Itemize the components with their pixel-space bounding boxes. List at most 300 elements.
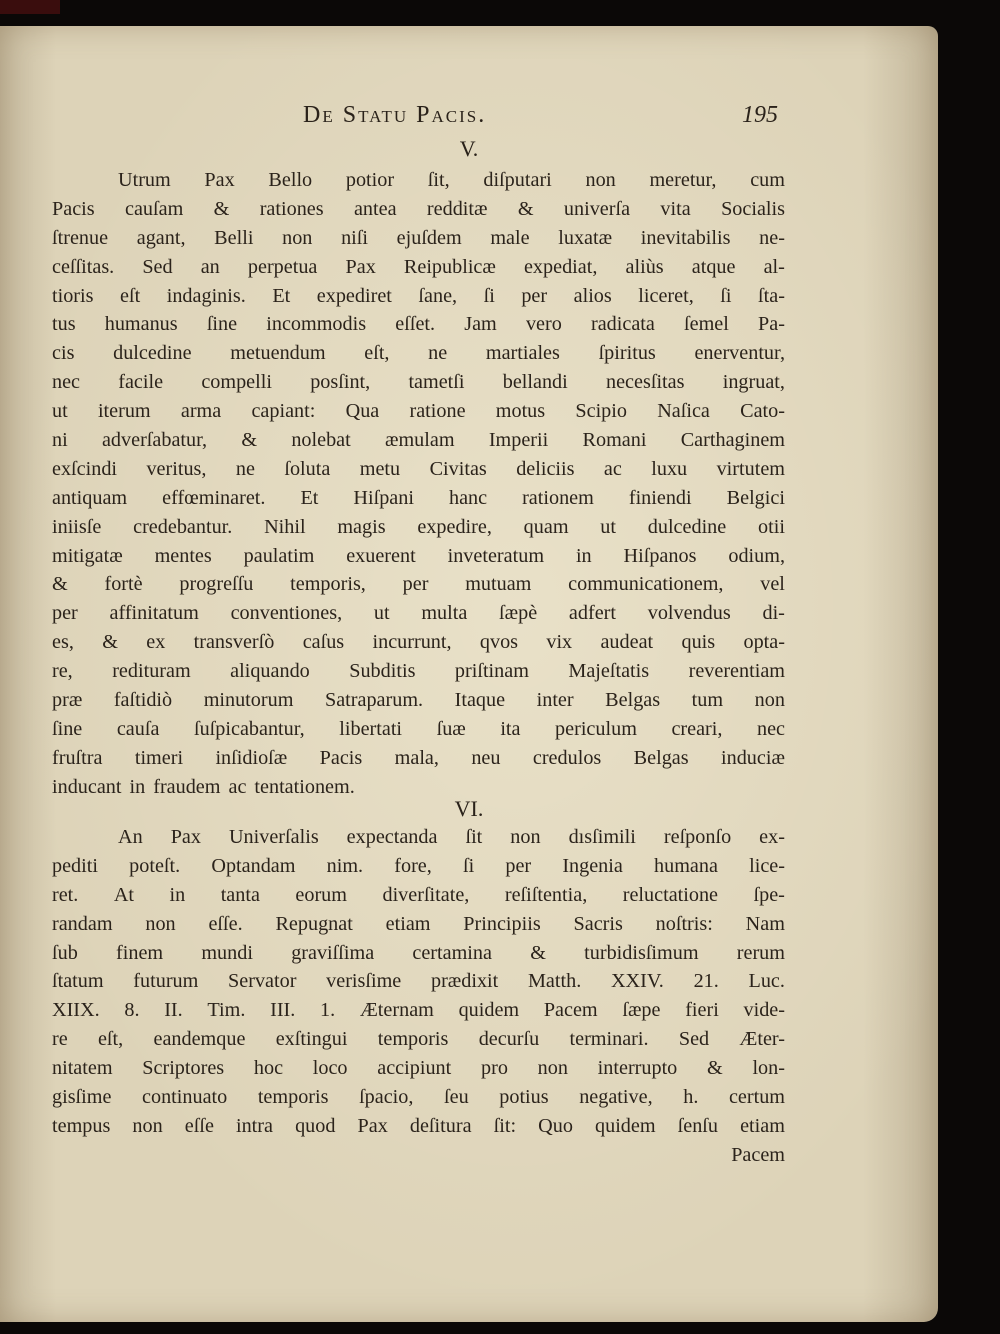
word: ret. <box>52 883 79 906</box>
word: continuato <box>142 1086 228 1109</box>
word: mitigatæ <box>52 544 123 567</box>
word: & <box>213 197 230 220</box>
word: eſt <box>120 284 141 307</box>
word: Repugnat <box>275 912 353 935</box>
word: dulcedine <box>647 515 727 538</box>
word: dulcedine <box>113 342 192 365</box>
word: in <box>169 883 186 906</box>
word: Belgas <box>633 746 689 769</box>
word: tioris <box>52 284 94 307</box>
word: Quo <box>538 1114 573 1137</box>
word: vita <box>660 197 691 220</box>
word: opta- <box>743 631 785 654</box>
word: aliquando <box>230 660 310 683</box>
word: perpetua <box>247 255 318 278</box>
word: randam <box>52 912 113 935</box>
word: nim. <box>326 854 364 877</box>
word: univerſa <box>563 197 631 220</box>
word: ceſſitas. <box>52 255 115 278</box>
text-line <box>52 628 785 657</box>
word: & <box>241 429 258 452</box>
word: incommodis <box>266 313 367 336</box>
word: iniisſe <box>52 515 102 538</box>
word: alios <box>573 284 612 307</box>
word: bellandi <box>502 371 568 394</box>
word: eſſe <box>184 1114 214 1137</box>
text-line <box>52 1112 785 1141</box>
word: terminari. <box>569 1028 649 1051</box>
word: caſus <box>302 631 345 654</box>
word: tum <box>691 689 724 712</box>
text-line <box>52 996 785 1025</box>
word: Univerſalis <box>228 826 319 848</box>
word: tanta <box>220 883 260 906</box>
word: eorum <box>295 883 347 906</box>
word: conventiones, <box>230 602 343 625</box>
word: ita <box>500 717 521 740</box>
word: Pax <box>170 826 201 848</box>
text-line <box>52 426 785 455</box>
binding-edge-mark <box>0 0 60 14</box>
word: Servator <box>228 970 297 993</box>
text-line <box>52 967 785 996</box>
word: Reipublicæ <box>403 255 496 278</box>
word: fieri <box>685 999 719 1022</box>
word: cis <box>52 342 75 365</box>
word: etiam <box>385 912 431 935</box>
word: re, <box>52 660 73 683</box>
word: temporis, <box>290 573 366 596</box>
word: Ingenia <box>562 854 623 877</box>
word: prædixit <box>430 970 499 993</box>
text-line <box>52 1083 785 1112</box>
word: interrupto <box>597 1057 678 1080</box>
word: periculum <box>555 717 637 740</box>
text-line <box>52 1025 785 1054</box>
word: mentes <box>154 544 212 567</box>
word: hanc <box>448 486 488 509</box>
word: h. <box>683 1086 699 1109</box>
word: multa <box>421 602 468 625</box>
text-line <box>52 310 785 339</box>
word: effœminaret. <box>162 486 266 509</box>
word: loco <box>312 1057 348 1080</box>
word: Tim. <box>207 999 246 1022</box>
text-line <box>52 513 785 542</box>
word: eſt, <box>364 342 390 365</box>
word: odium, <box>728 544 785 567</box>
word: antea <box>353 197 397 220</box>
word: minutorum <box>203 689 294 712</box>
word: non <box>145 912 176 935</box>
word: magis <box>337 515 386 538</box>
word: ne <box>235 457 255 480</box>
word: volvendus <box>647 602 731 625</box>
word: otii <box>758 515 785 538</box>
word: libertati <box>339 717 403 740</box>
word: XXIV. <box>610 970 664 993</box>
word: tametſi <box>408 371 465 394</box>
word: non <box>585 169 616 191</box>
word: Pa- <box>758 313 785 336</box>
word: An <box>118 826 143 848</box>
word: mala, <box>394 746 439 769</box>
word: lice- <box>749 854 785 877</box>
word: potior <box>345 169 395 191</box>
word: veritus, <box>146 457 207 480</box>
word: Naſica <box>657 400 710 423</box>
word: martiales <box>485 342 560 365</box>
word: ſit, <box>427 169 450 191</box>
word: inducant <box>52 775 122 798</box>
word: Sacris <box>573 912 623 935</box>
word: male <box>490 226 530 249</box>
word: reſponſo <box>663 826 732 848</box>
word: induciæ <box>721 746 785 769</box>
word: fraudem <box>153 775 221 798</box>
word: ſi <box>462 854 475 877</box>
word: per <box>52 602 78 625</box>
word: Socialis <box>721 197 785 220</box>
word: futurum <box>133 970 199 993</box>
word: etiam <box>740 1114 785 1137</box>
word: per <box>521 284 548 307</box>
word: ſuæ <box>436 717 466 740</box>
word: enerventur, <box>694 342 785 365</box>
word: nolebat <box>291 429 351 452</box>
word: Sed <box>678 1028 710 1051</box>
word: lon- <box>752 1057 785 1080</box>
word: Pacem <box>543 999 598 1022</box>
word: agant, <box>136 226 186 249</box>
word: præ <box>52 689 83 712</box>
word: ut <box>600 515 616 538</box>
word: eſt, <box>97 1028 124 1051</box>
word: non <box>754 689 785 712</box>
word: potius <box>499 1086 549 1109</box>
word: nitatem <box>52 1057 113 1080</box>
word: necesſitas <box>606 371 685 394</box>
text-line <box>52 1054 785 1083</box>
word: Majeſtatis <box>568 660 650 683</box>
word: negative, <box>579 1086 653 1109</box>
word: meretur, <box>649 169 717 191</box>
word: ſit <box>465 826 483 848</box>
text-line <box>52 253 785 282</box>
text-line <box>52 657 785 686</box>
word: finiendi <box>628 486 692 509</box>
word: communicationem, <box>568 573 724 596</box>
word: Et <box>300 486 319 509</box>
page-number: 195 <box>742 102 778 128</box>
word: redditæ <box>426 197 488 220</box>
word: humanus <box>104 313 178 336</box>
word: deliciis <box>516 457 575 480</box>
word: Imperii <box>488 429 549 452</box>
word: ſit: <box>493 1114 517 1137</box>
word: ac <box>603 457 622 480</box>
word: vel <box>760 573 785 596</box>
word: creari, <box>671 717 723 740</box>
word: Hiſpanos <box>623 544 697 567</box>
word: cauſam <box>124 197 184 220</box>
text-line <box>52 455 785 484</box>
word: ſpacio, <box>359 1086 414 1109</box>
text-line <box>52 715 785 744</box>
word: inevitabilis <box>640 226 731 249</box>
word: Civitas <box>429 457 487 480</box>
word: Carthaginem <box>680 429 785 452</box>
word: ſæpe <box>622 999 661 1022</box>
text-line <box>52 542 785 571</box>
word: audeat <box>600 631 654 654</box>
word: Hiſpani <box>353 486 414 509</box>
word: Scipio <box>575 400 627 423</box>
word: cum <box>750 169 785 191</box>
word: faſtidiò <box>113 689 173 712</box>
word: virtutem <box>716 457 785 480</box>
word: quidem <box>458 999 520 1022</box>
word: Itaque <box>454 689 506 712</box>
word: tempus <box>52 1114 111 1137</box>
word: temporis <box>257 1086 329 1109</box>
word: expediret <box>316 284 392 307</box>
text-line <box>52 224 785 253</box>
word: Æter- <box>739 1028 785 1051</box>
word: ſpe- <box>753 883 785 906</box>
word: ſuſpicabantur, <box>193 717 305 740</box>
word: Utrum <box>118 169 171 191</box>
word: quod <box>295 1114 336 1137</box>
word: liceret, <box>638 284 694 307</box>
word: rerum <box>736 941 785 964</box>
text-line <box>52 823 785 852</box>
catchword-line <box>52 1141 785 1170</box>
word: ſpiritus <box>598 342 656 365</box>
word: 21. <box>693 970 719 993</box>
text-line <box>52 339 785 368</box>
word: priſtinam <box>454 660 529 683</box>
word: Pax <box>357 1114 388 1137</box>
word: tentationem. <box>254 775 355 798</box>
word: incurrunt, <box>372 631 452 654</box>
word: Optandam <box>211 854 296 877</box>
word: non <box>282 226 313 249</box>
word: pro <box>481 1057 508 1080</box>
word: Belgas <box>605 689 661 712</box>
word: adfert <box>568 602 616 625</box>
word: metuendum <box>230 342 326 365</box>
word: Pacis <box>52 197 95 220</box>
word: credebantur. <box>133 515 233 538</box>
word: atque <box>691 255 736 278</box>
word: eſſet. <box>395 313 436 336</box>
word: Pax <box>345 255 376 278</box>
word: expediat, <box>523 255 598 278</box>
word: in <box>575 544 592 567</box>
word: exſtingui <box>275 1028 348 1051</box>
word: ratione <box>409 400 466 423</box>
word: æmulam <box>385 429 455 452</box>
word: expedire, <box>417 515 492 538</box>
text-line <box>52 484 785 513</box>
word: luxu <box>651 457 688 480</box>
word: ni <box>52 429 68 452</box>
word: in <box>129 775 146 798</box>
word: diſputari <box>483 169 552 191</box>
word: facile <box>118 371 164 394</box>
section-heading-vi: VI. <box>454 796 484 821</box>
word: ne- <box>759 226 785 249</box>
word: fortè <box>104 573 143 596</box>
word: dısſimili <box>568 826 636 848</box>
word: eandemque <box>153 1028 246 1051</box>
word: vide- <box>743 999 785 1022</box>
word: Luc. <box>748 970 785 993</box>
word: an <box>200 255 220 278</box>
word: niſi <box>341 226 368 249</box>
word: 8. <box>124 999 140 1022</box>
word: XIIX. <box>52 999 100 1022</box>
word: ſine <box>206 313 238 336</box>
word: intra <box>235 1114 273 1137</box>
word: II. <box>164 999 183 1022</box>
word: Scriptores <box>142 1057 225 1080</box>
word: nec <box>52 371 81 394</box>
word: nec <box>756 717 785 740</box>
text-line <box>52 397 785 426</box>
word: Pacis <box>319 746 363 769</box>
word: ſæpè <box>499 602 538 625</box>
word: ut <box>373 602 390 625</box>
word: & <box>707 1057 723 1080</box>
word: ſub <box>52 941 78 964</box>
word: reluctatione <box>622 883 719 906</box>
text-line <box>52 910 785 939</box>
book-page <box>0 26 938 1322</box>
word: Bello <box>268 169 313 191</box>
word: quis <box>681 631 716 654</box>
text-line <box>52 939 785 968</box>
word: diverſitate, <box>382 883 470 906</box>
word: qvos <box>479 631 519 654</box>
word: & <box>530 941 546 964</box>
word: progreſſu <box>179 573 254 596</box>
word: ſane, <box>418 284 458 307</box>
word: antiquam <box>52 486 128 509</box>
word: cauſa <box>116 717 160 740</box>
word: reverentiam <box>688 660 785 683</box>
word: rationes <box>259 197 324 220</box>
running-head: De Statu Pacis. <box>303 102 487 128</box>
word: vix <box>546 631 573 654</box>
word: ejuſdem <box>396 226 462 249</box>
word: di- <box>762 602 785 625</box>
word: ne <box>428 342 448 365</box>
word: Nihil <box>264 515 306 538</box>
section-heading-v: V. <box>459 136 479 161</box>
word: 1. <box>320 999 336 1022</box>
word: Matth. <box>527 970 582 993</box>
word: Satraparum. <box>324 689 424 712</box>
word: affinitatum <box>109 602 199 625</box>
word: Romani <box>582 429 647 452</box>
word: timeri <box>134 746 184 769</box>
page-header <box>0 100 938 140</box>
word: eſſe. <box>208 912 243 935</box>
word: quam <box>523 515 569 538</box>
word: temporis <box>377 1028 449 1051</box>
text-line <box>52 852 785 881</box>
text-line <box>52 195 785 224</box>
word: quidem <box>595 1114 656 1137</box>
word: al- <box>763 255 785 278</box>
word: re <box>52 1028 68 1051</box>
text-line <box>52 599 785 628</box>
word: hoc <box>253 1057 284 1080</box>
word: vero <box>525 313 562 336</box>
word: non <box>510 826 541 848</box>
text-line <box>52 686 785 715</box>
word: ſenſu <box>677 1114 719 1137</box>
word: aliùs <box>625 255 664 278</box>
word: radicata <box>590 313 655 336</box>
word: Æternam <box>359 999 434 1022</box>
text-line <box>52 570 785 599</box>
word: ſtrenue <box>52 226 109 249</box>
word: noſtris: <box>655 912 713 935</box>
text-line <box>52 368 785 397</box>
word: arma <box>180 400 222 423</box>
word: metu <box>359 457 401 480</box>
word: per <box>402 573 429 596</box>
word: capiant: <box>251 400 316 423</box>
word: & <box>102 631 118 654</box>
word: adverſabatur, <box>101 429 208 452</box>
word: ſeu <box>444 1086 469 1109</box>
word: & <box>52 573 68 596</box>
word: non <box>537 1057 568 1080</box>
word: Principiis <box>463 912 541 935</box>
word: Subditis <box>349 660 416 683</box>
word: Cato- <box>740 400 785 423</box>
word: III. <box>270 999 296 1022</box>
word: Qua <box>345 400 380 423</box>
word: Belgici <box>726 486 785 509</box>
word: exuerent <box>346 544 416 567</box>
text-line <box>52 282 785 311</box>
word: per <box>505 854 532 877</box>
word: finem <box>116 941 164 964</box>
word: Belli <box>214 226 254 249</box>
word: exſcindi <box>52 457 118 480</box>
word: ſi <box>483 284 495 307</box>
word: inſidioſæ <box>215 746 288 769</box>
word: Nam <box>745 912 785 935</box>
word: Jam <box>464 313 497 336</box>
word: accipiunt <box>377 1057 452 1080</box>
word: certamina <box>412 941 492 964</box>
word: rationem <box>522 486 594 509</box>
word: credulos <box>532 746 602 769</box>
word: tus <box>52 313 76 336</box>
word: ſemel <box>684 313 729 336</box>
word: fore, <box>394 854 432 877</box>
word: luxatæ <box>558 226 613 249</box>
word: ac <box>228 775 247 798</box>
word: reſiſtentia, <box>504 883 588 906</box>
word: deſitura <box>409 1114 472 1137</box>
